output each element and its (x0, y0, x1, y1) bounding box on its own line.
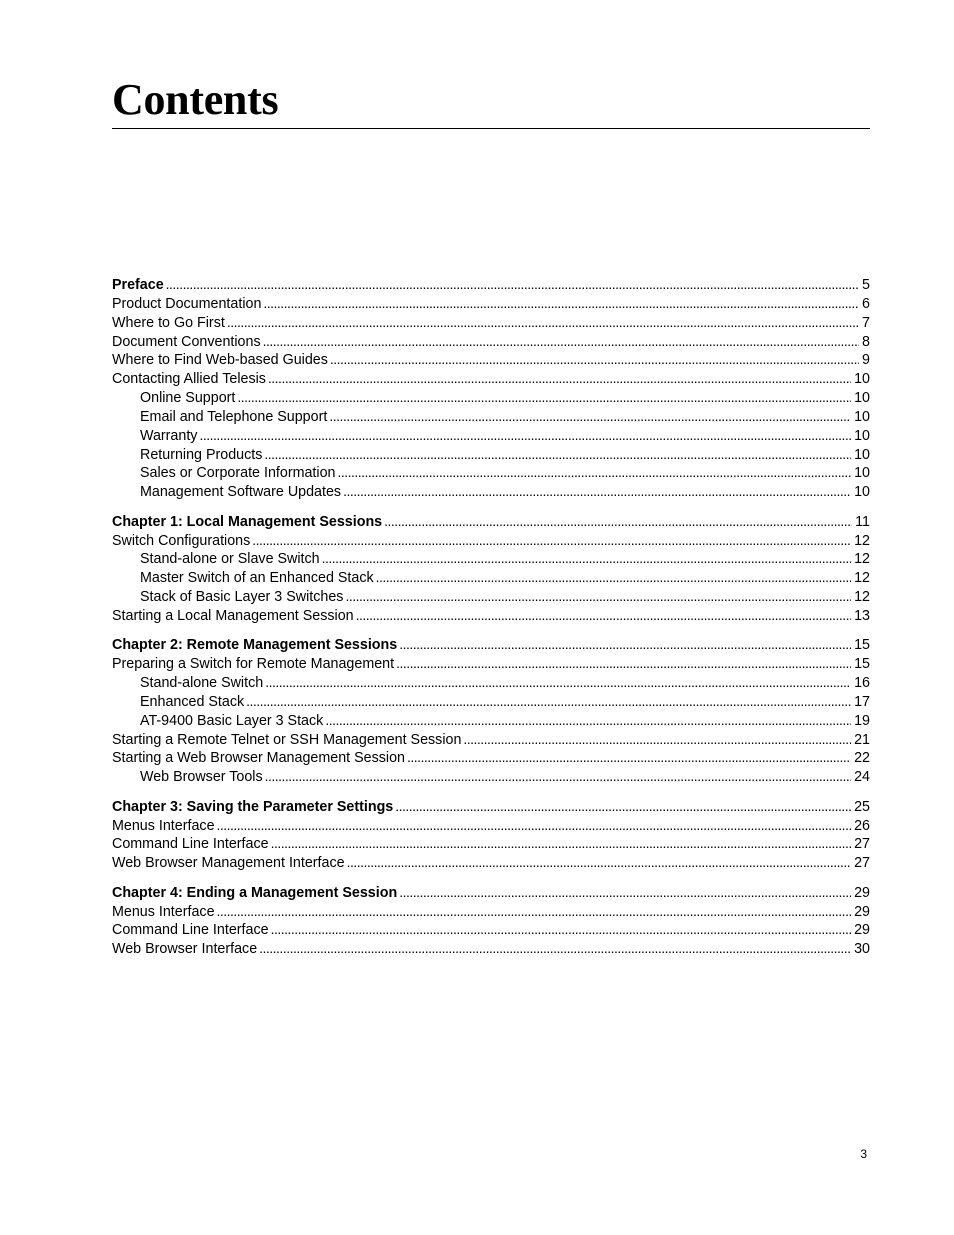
toc-section-entry[interactable] (112, 902, 870, 921)
toc-dot-leader (407, 748, 851, 768)
toc-chapter-entry[interactable] (112, 635, 870, 654)
toc-entry-label: Menus Interface (112, 903, 215, 920)
toc-dot-leader (463, 730, 851, 750)
toc-dot-leader (246, 692, 851, 712)
toc-subsection-entry[interactable] (112, 426, 870, 445)
toc-dot-leader (268, 369, 851, 389)
toc-dot-leader (347, 853, 852, 873)
toc-dot-leader (263, 294, 859, 314)
toc-dot-leader (356, 606, 851, 626)
toc-dot-leader (384, 512, 852, 532)
page-number: 3 (860, 1147, 867, 1161)
toc-entry-page-number: 12 (854, 589, 870, 606)
toc-entry-label: Chapter 3: Saving the Parameter Settings (112, 798, 394, 815)
toc-entry-label: Web Browser Tools (140, 769, 263, 786)
toc-entry-label: Document Conventions (112, 333, 261, 350)
toc-dot-leader (338, 463, 852, 483)
toc-entry-page-number: 17 (854, 693, 870, 710)
toc-chapter-entry[interactable] (112, 797, 870, 816)
toc-dot-leader (264, 445, 851, 465)
toc-dot-leader (217, 816, 852, 836)
toc-section-entry[interactable] (112, 313, 870, 332)
toc-entry-label: Management Software Updates (140, 484, 342, 501)
toc-dot-leader (252, 531, 851, 551)
toc-dot-leader (399, 635, 851, 655)
table-of-contents (112, 275, 870, 958)
toc-dot-leader (343, 482, 851, 502)
toc-entry-page-number: 30 (854, 941, 870, 958)
toc-entry-label: AT-9400 Basic Layer 3 Stack (140, 712, 324, 729)
toc-dot-leader (217, 902, 852, 922)
toc-entry-label: Contacting Allied Telesis (112, 371, 266, 388)
toc-section-entry[interactable] (112, 730, 870, 749)
toc-dot-leader (396, 654, 851, 674)
toc-subsection-entry[interactable] (112, 587, 870, 606)
title-rule (112, 128, 870, 129)
toc-entry-label: Starting a Remote Telnet or SSH Management Session (112, 731, 462, 748)
toc-entry-label: Stand-alone Switch (140, 675, 264, 692)
toc-entry-label: Preface (112, 277, 164, 293)
toc-entry-label: Starting a Web Browser Management Session (112, 750, 405, 767)
toc-subsection-entry[interactable] (112, 463, 870, 482)
toc-dot-leader (263, 332, 859, 352)
toc-entry-page-number: 26 (854, 817, 870, 834)
toc-subsection-entry[interactable] (112, 407, 870, 426)
toc-entry-page-number: 5 (862, 277, 870, 293)
toc-entry-page-number: 12 (854, 532, 870, 549)
toc-dot-leader (322, 549, 851, 569)
toc-entry-label: Warranty (140, 427, 198, 444)
toc-entry-page-number: 11 (855, 513, 870, 530)
toc-section-entry[interactable] (112, 853, 870, 872)
toc-section-entry[interactable] (112, 834, 870, 853)
toc-entry-page-number: 15 (854, 637, 870, 654)
toc-entry-page-number: 10 (854, 427, 870, 444)
toc-dot-leader (227, 313, 859, 333)
toc-section-entry[interactable] (112, 332, 870, 351)
toc-subsection-entry[interactable] (112, 692, 870, 711)
toc-entry-page-number: 24 (854, 769, 870, 786)
toc-section-entry[interactable] (112, 531, 870, 550)
toc-entry-label: Command Line Interface (112, 836, 269, 853)
toc-entry-label: Product Documentation (112, 295, 262, 312)
toc-entry-label: Email and Telephone Support (140, 408, 328, 425)
toc-chapter-entry[interactable] (112, 512, 870, 531)
toc-entry-page-number: 12 (854, 551, 870, 568)
toc-entry-page-number: 19 (854, 712, 870, 729)
toc-entry-label: Where to Go First (112, 314, 225, 331)
toc-section-entry[interactable] (112, 939, 870, 958)
toc-dot-leader (271, 920, 852, 940)
toc-entry-label: Web Browser Interface (112, 941, 258, 958)
toc-section-entry[interactable] (112, 920, 870, 939)
toc-dot-leader (166, 275, 859, 295)
toc-section-entry[interactable] (112, 654, 870, 673)
toc-chapter-entry[interactable] (112, 275, 870, 294)
toc-chapter-entry[interactable] (112, 883, 870, 902)
toc-section-entry[interactable] (112, 350, 870, 369)
toc-entry-page-number: 13 (854, 607, 870, 624)
toc-entry-label: Stack of Basic Layer 3 Switches (140, 589, 344, 606)
toc-entry-label: Chapter 2: Remote Management Sessions (112, 637, 398, 654)
toc-entry-page-number: 21 (854, 731, 870, 748)
toc-entry-page-number: 10 (854, 371, 870, 388)
toc-entry-label: Online Support (140, 390, 236, 407)
toc-dot-leader (376, 568, 851, 588)
toc-subsection-entry[interactable] (112, 568, 870, 587)
toc-entry-page-number: 10 (854, 446, 870, 463)
toc-entry-label: Command Line Interface (112, 922, 269, 939)
toc-entry-page-number: 25 (854, 798, 870, 815)
toc-entry-page-number: 8 (862, 333, 870, 350)
toc-dot-leader (199, 426, 851, 446)
toc-entry-label: Switch Configurations (112, 532, 251, 549)
toc-entry-label: Sales or Corporate Information (140, 465, 336, 482)
toc-dot-leader (399, 883, 851, 903)
toc-entry-page-number: 27 (854, 836, 870, 853)
toc-entry-page-number: 12 (854, 570, 870, 587)
toc-entry-label: Preparing a Switch for Remote Management (112, 656, 395, 673)
toc-entry-label: Returning Products (140, 446, 263, 463)
toc-entry-page-number: 29 (854, 922, 870, 939)
toc-entry-page-number: 9 (862, 352, 870, 369)
toc-subsection-entry[interactable] (112, 673, 870, 692)
toc-section-entry[interactable] (112, 816, 870, 835)
toc-entry-page-number: 10 (854, 484, 870, 501)
toc-subsection-entry[interactable] (112, 549, 870, 568)
toc-dot-leader (271, 834, 852, 854)
toc-dot-leader (259, 939, 851, 959)
toc-subsection-entry[interactable] (112, 767, 870, 786)
toc-entry-page-number: 27 (854, 855, 870, 872)
toc-entry-label: Chapter 1: Local Management Sessions (112, 513, 383, 530)
toc-dot-leader (237, 388, 851, 408)
toc-entry-page-number: 7 (862, 314, 870, 331)
toc-entry-label: Master Switch of an Enhanced Stack (140, 570, 374, 587)
toc-entry-page-number: 10 (854, 465, 870, 482)
toc-subsection-entry[interactable] (112, 482, 870, 501)
toc-entry-page-number: 10 (854, 390, 870, 407)
toc-entry-label: Chapter 4: Ending a Management Session (112, 884, 398, 901)
toc-entry-page-number: 29 (854, 903, 870, 920)
toc-entry-label: Web Browser Management Interface (112, 855, 345, 872)
toc-section-entry[interactable] (112, 748, 870, 767)
toc-entry-label: Starting a Local Management Session (112, 607, 354, 624)
toc-section-entry[interactable] (112, 369, 870, 388)
toc-entry-page-number: 6 (862, 295, 870, 312)
page-title: Contents (112, 75, 279, 124)
toc-subsection-entry[interactable] (112, 388, 870, 407)
toc-dot-leader (325, 711, 851, 731)
toc-entry-page-number: 29 (854, 884, 870, 901)
toc-entry-page-number: 16 (854, 675, 870, 692)
toc-entry-page-number: 15 (854, 656, 870, 673)
toc-entry-page-number: 10 (854, 408, 870, 425)
toc-dot-leader (395, 797, 851, 817)
toc-entry-label: Where to Find Web-based Guides (112, 352, 328, 369)
toc-dot-leader (265, 673, 851, 693)
toc-entry-label: Enhanced Stack (140, 693, 245, 710)
toc-dot-leader (329, 407, 851, 427)
toc-subsection-entry[interactable] (112, 445, 870, 464)
toc-entry-label: Menus Interface (112, 817, 215, 834)
toc-section-entry[interactable] (112, 294, 870, 313)
toc-dot-leader (345, 587, 851, 607)
toc-entry-label: Stand-alone or Slave Switch (140, 551, 320, 568)
toc-entry-page-number: 22 (854, 750, 870, 767)
toc-subsection-entry[interactable] (112, 711, 870, 730)
toc-dot-leader (265, 767, 851, 787)
toc-dot-leader (330, 350, 859, 370)
toc-section-entry[interactable] (112, 606, 870, 625)
